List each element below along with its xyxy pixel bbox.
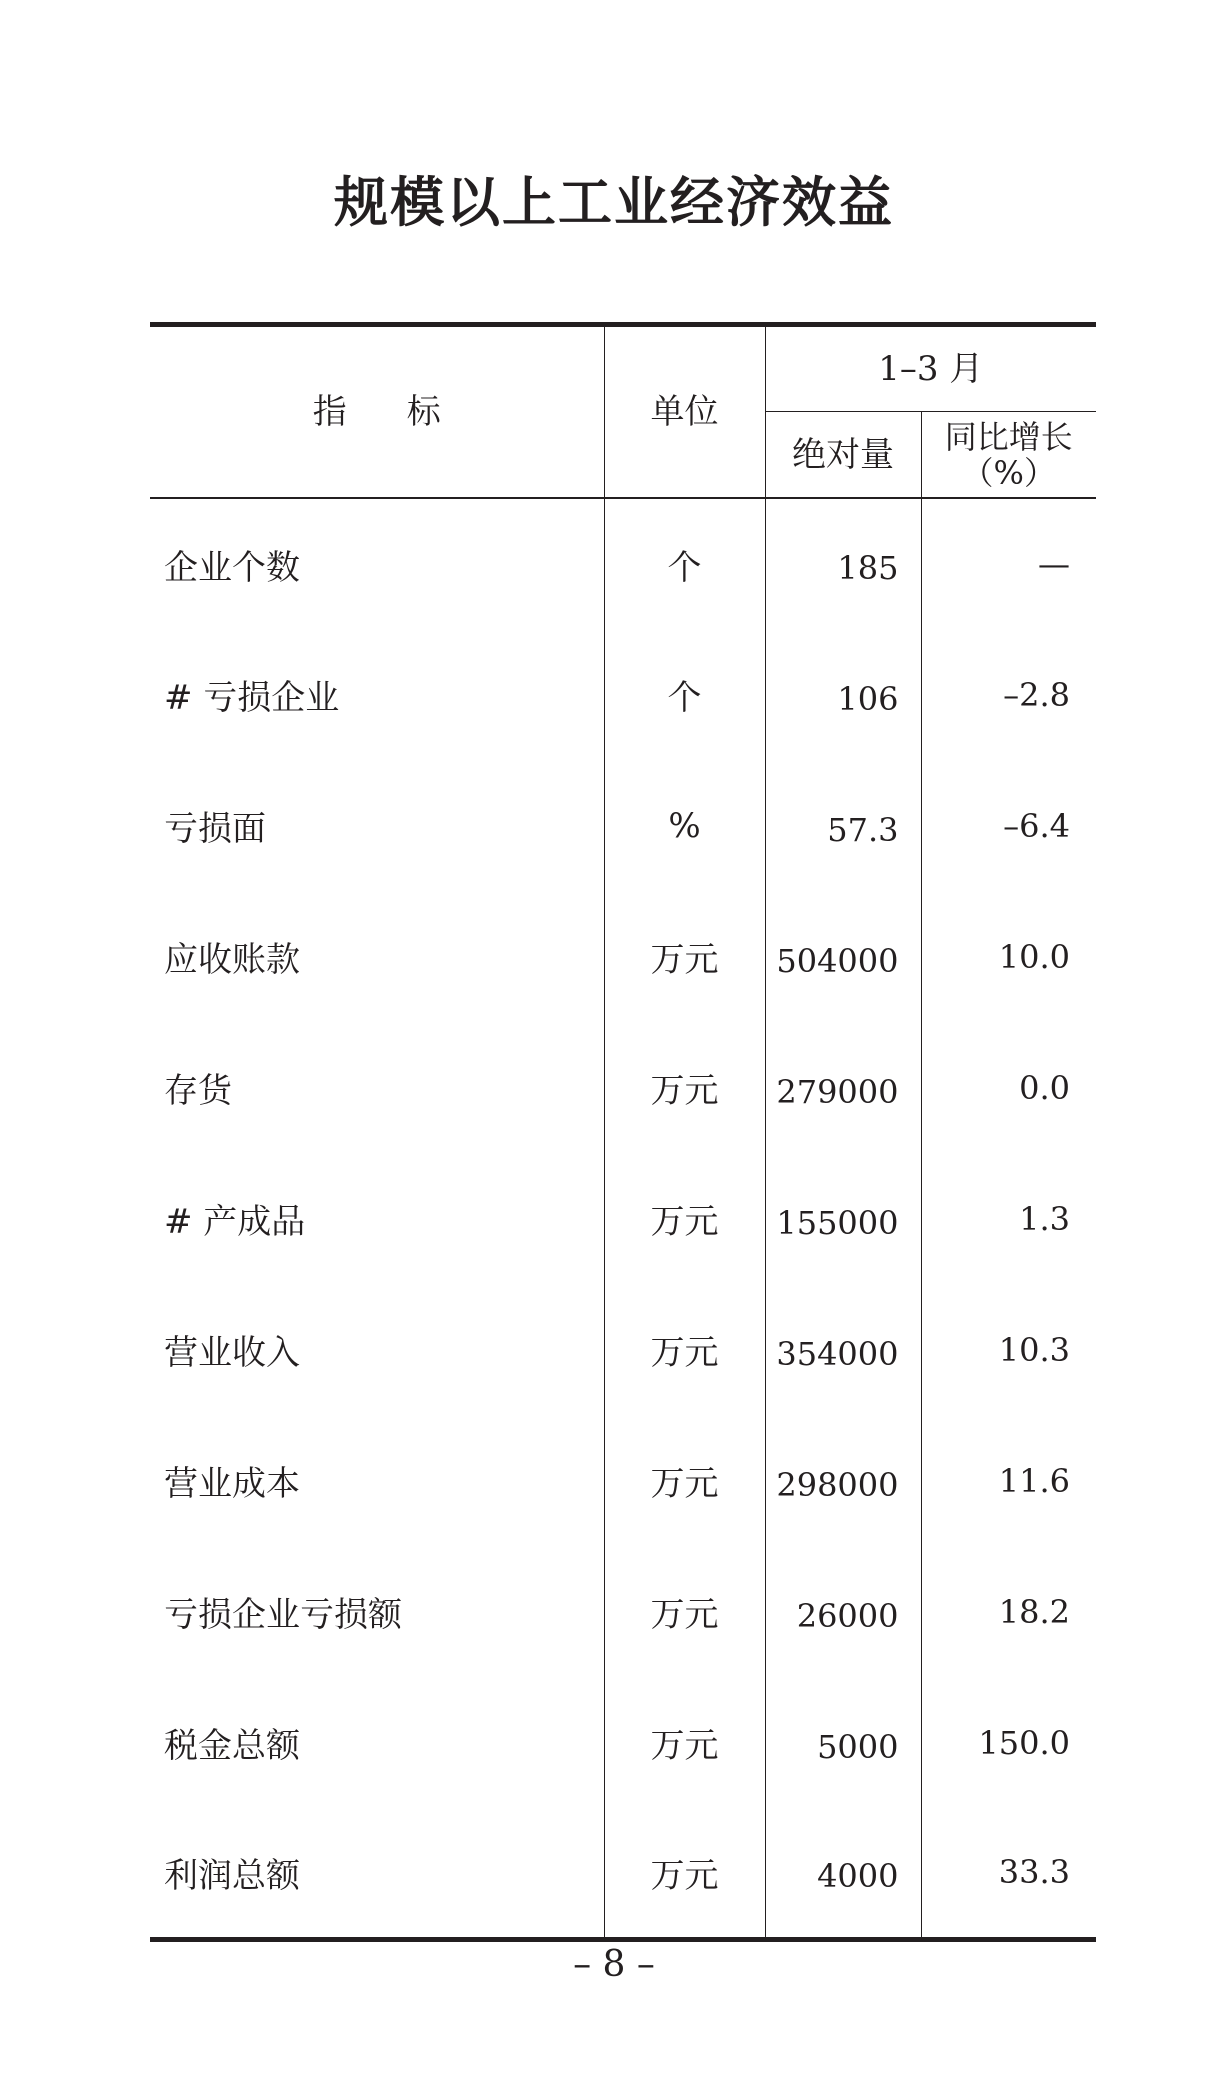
table-row: [150, 629, 1096, 760]
header-row-1: [150, 325, 1096, 412]
row-indicator: 亏损面: [164, 809, 266, 849]
row-yoy: 33.3: [921, 1808, 1096, 1939]
header-absolute: 绝对量: [765, 412, 921, 499]
row-unit: 万元: [604, 1677, 765, 1808]
row-unit: %: [604, 760, 765, 891]
row-absolute: 279000: [765, 1022, 921, 1153]
row-indicator: 营业收入: [164, 1333, 300, 1373]
economic-benefits-table: [150, 322, 1096, 1942]
header-yoy-line1: 同比增长: [944, 417, 1073, 456]
row-unit: 个: [604, 498, 765, 629]
row-unit: 万元: [604, 1546, 765, 1677]
row-unit: 万元: [604, 891, 765, 1022]
row-yoy: –2.8: [921, 629, 1096, 760]
row-yoy: 150.0: [921, 1677, 1096, 1808]
header-yoy-line2: （%）: [961, 453, 1056, 492]
row-absolute: 354000: [765, 1284, 921, 1415]
row-indicator: 利润总额: [150, 1808, 604, 1939]
row-indicator: 存货: [164, 1071, 232, 1111]
row-yoy: 0.0: [921, 1022, 1096, 1153]
row-absolute: 106: [765, 629, 921, 760]
row-unit: 万元: [604, 1808, 765, 1939]
row-yoy: —: [921, 498, 1096, 629]
row-indicator: 应收账款: [164, 940, 300, 980]
page-title: 规模以上工业经济效益: [334, 171, 894, 234]
row-unit: 万元: [604, 1284, 765, 1415]
table-row: [150, 1022, 1096, 1153]
table-row: [150, 1284, 1096, 1415]
row-yoy: 10.0: [921, 891, 1096, 1022]
row-indicator: # 产成品: [164, 1202, 306, 1242]
row-absolute: 5000: [765, 1677, 921, 1808]
row-indicator: 营业成本: [164, 1464, 300, 1504]
row-indicator: 亏损企业亏损额: [164, 1595, 402, 1635]
row-absolute: 57.3: [765, 760, 921, 891]
table-row: [150, 1153, 1096, 1284]
table-row: [150, 498, 1096, 629]
row-absolute: 185: [765, 498, 921, 629]
table-row: [150, 1677, 1096, 1808]
header-yoy: [921, 412, 1096, 499]
row-unit: 个: [604, 629, 765, 760]
row-unit: 万元: [604, 1153, 765, 1284]
row-indicator: 企业个数: [164, 547, 300, 588]
table-row: [150, 1546, 1096, 1677]
row-absolute: 26000: [765, 1546, 921, 1677]
table-row: [150, 1808, 1096, 1939]
header-indicator: [150, 325, 604, 499]
row-unit: 万元: [604, 1415, 765, 1546]
header-indicator-left: 指: [312, 392, 347, 432]
page-number: – 8 –: [573, 1944, 655, 1985]
table-row: [150, 760, 1096, 891]
row-unit: 万元: [604, 1022, 765, 1153]
row-absolute: 298000: [765, 1415, 921, 1546]
table-body: [150, 498, 1096, 1939]
row-absolute: 4000: [765, 1808, 921, 1939]
row-absolute: 504000: [765, 891, 921, 1022]
header-indicator-right: 标: [406, 392, 441, 432]
header-unit: 单位: [604, 325, 765, 499]
row-yoy: –6.4: [921, 760, 1096, 891]
table-header: [150, 325, 1096, 499]
row-indicator: # 亏损企业: [164, 678, 340, 718]
row-yoy: 10.3: [921, 1284, 1096, 1415]
row-yoy: 11.6: [921, 1415, 1096, 1546]
row-yoy: 18.2: [921, 1546, 1096, 1677]
header-period: 1–3 月: [765, 325, 1096, 412]
row-absolute: 155000: [765, 1153, 921, 1284]
row-yoy: 1.3: [921, 1153, 1096, 1284]
table-row: [150, 1415, 1096, 1546]
row-indicator: 税金总额: [164, 1726, 300, 1766]
table-row: [150, 891, 1096, 1022]
